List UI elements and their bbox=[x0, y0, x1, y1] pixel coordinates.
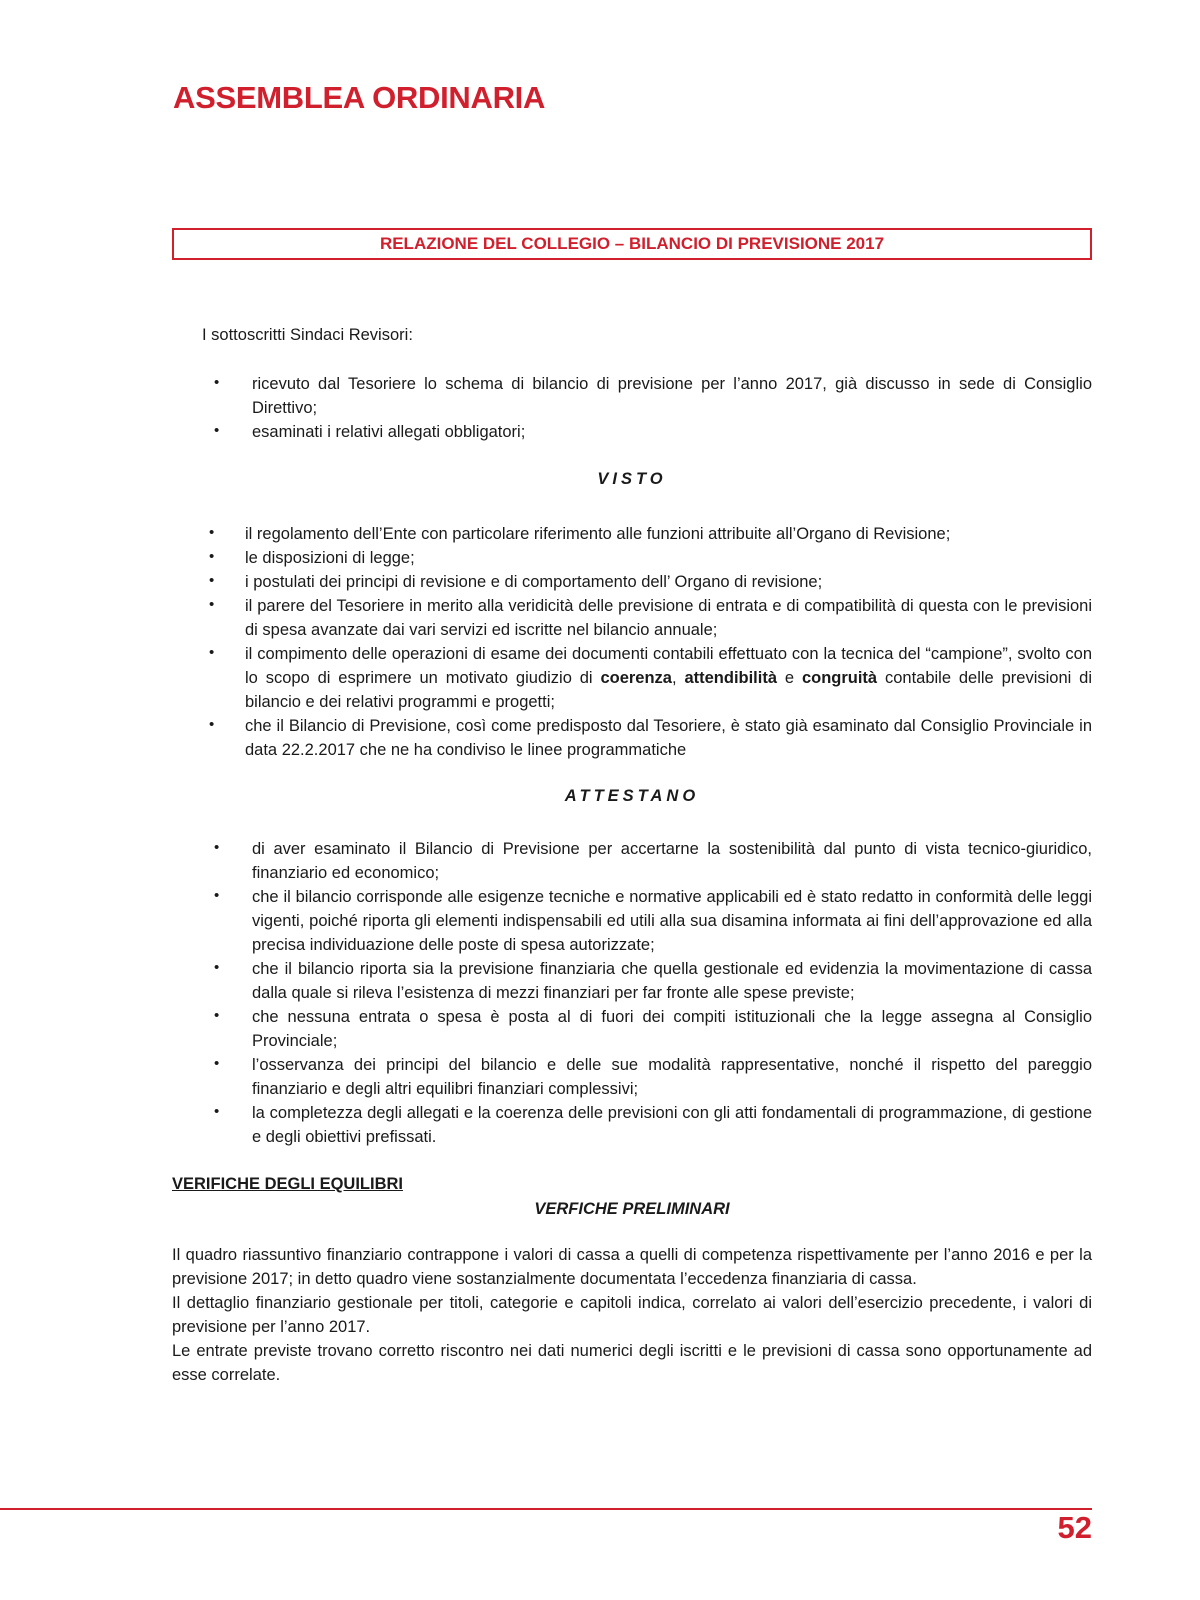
list-item-text: il regolamento dell’Ente con particolare riferimento alle funzioni attribuite all’Organo di Revisione; bbox=[245, 525, 951, 543]
bullet-icon: • bbox=[214, 887, 220, 904]
bullet-icon: • bbox=[209, 524, 215, 541]
list-item bbox=[214, 1053, 1092, 1101]
list-item-text: esaminati i relativi allegati obbligatori; bbox=[252, 423, 526, 441]
visto-heading: VISTO bbox=[597, 470, 667, 488]
paragraph: Il quadro riassuntivo finanziario contrappone i valori di cassa a quelli di competenza rispettivamente per l’anno 2016 e per la previsione 2017; in detto quadro viene sostanzialmente documentata l’eccedenza finanziaria di cassa. bbox=[172, 1246, 1092, 1288]
received-list bbox=[214, 372, 1092, 444]
section-title-box bbox=[172, 228, 1092, 260]
page-number: 52 bbox=[1057, 1510, 1092, 1545]
bullet-icon: • bbox=[214, 959, 220, 976]
verifiche-subheading: VERFICHE PRELIMINARI bbox=[534, 1200, 730, 1218]
bold-term: attendibilità bbox=[684, 669, 778, 687]
section-title: RELAZIONE DEL COLLEGIO – BILANCIO DI PREVISIONE 2017 bbox=[379, 234, 885, 253]
bullet-icon: • bbox=[214, 1007, 220, 1024]
list-item bbox=[209, 570, 1092, 594]
list-item-text: di aver esaminato il Bilancio di Previsione per accertarne la sostenibilità dal punto di vista tecnico-giuridico, finanziario ed economico; bbox=[252, 840, 1092, 882]
paragraph: Le entrate previste trovano corretto riscontro nei dati numerici degli iscritti e le previsioni di cassa sono opportunamente ad esse correlate. bbox=[172, 1342, 1092, 1384]
attestano-heading: ATTESTANO bbox=[564, 787, 700, 805]
list-item bbox=[214, 957, 1092, 1005]
verifiche-body bbox=[172, 1243, 1092, 1387]
list-item-text: che nessuna entrata o spesa è posta al di fuori dei compiti istituzionali che la legge assegna al Consiglio Provinciale; bbox=[252, 1008, 1092, 1050]
list-item-text: il parere del Tesoriere in merito alla veridicità delle previsione di entrata e di compatibilità di questa con le previsioni di spesa avanzate dai vari servizi ed iscritte nel bilancio annuale; bbox=[245, 597, 1092, 639]
bullet-icon: • bbox=[214, 374, 220, 391]
visto-list bbox=[209, 522, 1092, 762]
list-item-text: la completezza degli allegati e la coerenza delle previsioni con gli atti fondamentali di programmazione, di gestione e degli obiettivi prefissati. bbox=[252, 1104, 1092, 1146]
bold-term: coerenza bbox=[600, 669, 672, 687]
list-item bbox=[209, 594, 1092, 642]
bullet-icon: • bbox=[209, 572, 215, 589]
list-item-text: che il bilancio corrisponde alle esigenze tecniche e normative applicabili ed è stato redatto in conformità delle leggi vigenti, poiché riporta gli elementi indispensabili ed utili alla sua disamina informata ai fini dell’approvazione ed alla precisa individuazione delle poste di spesa autorizzate; bbox=[252, 888, 1092, 954]
attestano-list bbox=[214, 837, 1092, 1149]
list-item-text: che il bilancio riporta sia la previsione finanziaria che quella gestionale ed evidenzia la movimentazione di cassa dalla quale si rileva l’esistenza di mezzi finanziari per far fronte alle spese previste; bbox=[252, 960, 1092, 1002]
list-item-text: che il Bilancio di Previsione, così come predisposto dal Tesoriere, è stato già esaminato dal Consiglio Provinciale in data 22.2.2017 che ne ha condiviso le linee programmatiche bbox=[245, 717, 1092, 759]
list-item bbox=[214, 1005, 1092, 1053]
list-item bbox=[209, 546, 1092, 570]
bullet-icon: • bbox=[214, 422, 220, 439]
list-item-text: le disposizioni di legge; bbox=[245, 549, 415, 567]
list-item-text: i postulati dei principi di revisione e di comportamento dell’ Organo di revisione; bbox=[245, 573, 823, 591]
verifiche-heading: VERIFICHE DEGLI EQUILIBRI bbox=[172, 1175, 404, 1193]
bold-term: congruità bbox=[801, 669, 878, 687]
list-item-text: l’osservanza dei principi del bilancio e delle sue modalità rappresentative, nonché il rispetto del pareggio finanziario e degli altri equilibri finanziari complessivi; bbox=[252, 1056, 1092, 1098]
footer-divider bbox=[0, 1508, 1092, 1510]
bullet-icon: • bbox=[214, 1103, 220, 1120]
bullet-icon: • bbox=[209, 644, 215, 661]
page-title: ASSEMBLEA ORDINARIA bbox=[173, 80, 546, 115]
bullet-icon: • bbox=[214, 1055, 220, 1072]
list-item bbox=[214, 420, 1092, 444]
list-item bbox=[209, 522, 1092, 546]
bullet-icon: • bbox=[209, 548, 215, 565]
paragraph: Il dettaglio finanziario gestionale per titoli, categorie e capitoli indica, correlato ai valori dell’esercizio precedente, i valori di previsione per l’anno 2017. bbox=[172, 1294, 1092, 1336]
list-item-text: il compimento delle operazioni di esame dei documenti contabili effettuato con la tecnica del “campione”, svolto con lo scopo di esprimere un motivato giudizio di coerenza, attendibilità e congruità contabile delle previsioni di bilancio e dei relativi programmi e progetti; bbox=[245, 645, 1092, 711]
list-item bbox=[214, 837, 1092, 885]
list-item bbox=[209, 714, 1092, 762]
bullet-icon: • bbox=[209, 716, 215, 733]
list-item-text: ricevuto dal Tesoriere lo schema di bilancio di previsione per l’anno 2017, già discusso in sede di Consiglio Direttivo; bbox=[252, 375, 1092, 417]
intro-text: I sottoscritti Sindaci Revisori: bbox=[202, 326, 413, 344]
list-item bbox=[214, 885, 1092, 957]
bullet-icon: • bbox=[209, 596, 215, 613]
list-item bbox=[214, 372, 1092, 420]
list-item bbox=[214, 1101, 1092, 1149]
list-item bbox=[209, 642, 1092, 714]
bullet-icon: • bbox=[214, 839, 220, 856]
